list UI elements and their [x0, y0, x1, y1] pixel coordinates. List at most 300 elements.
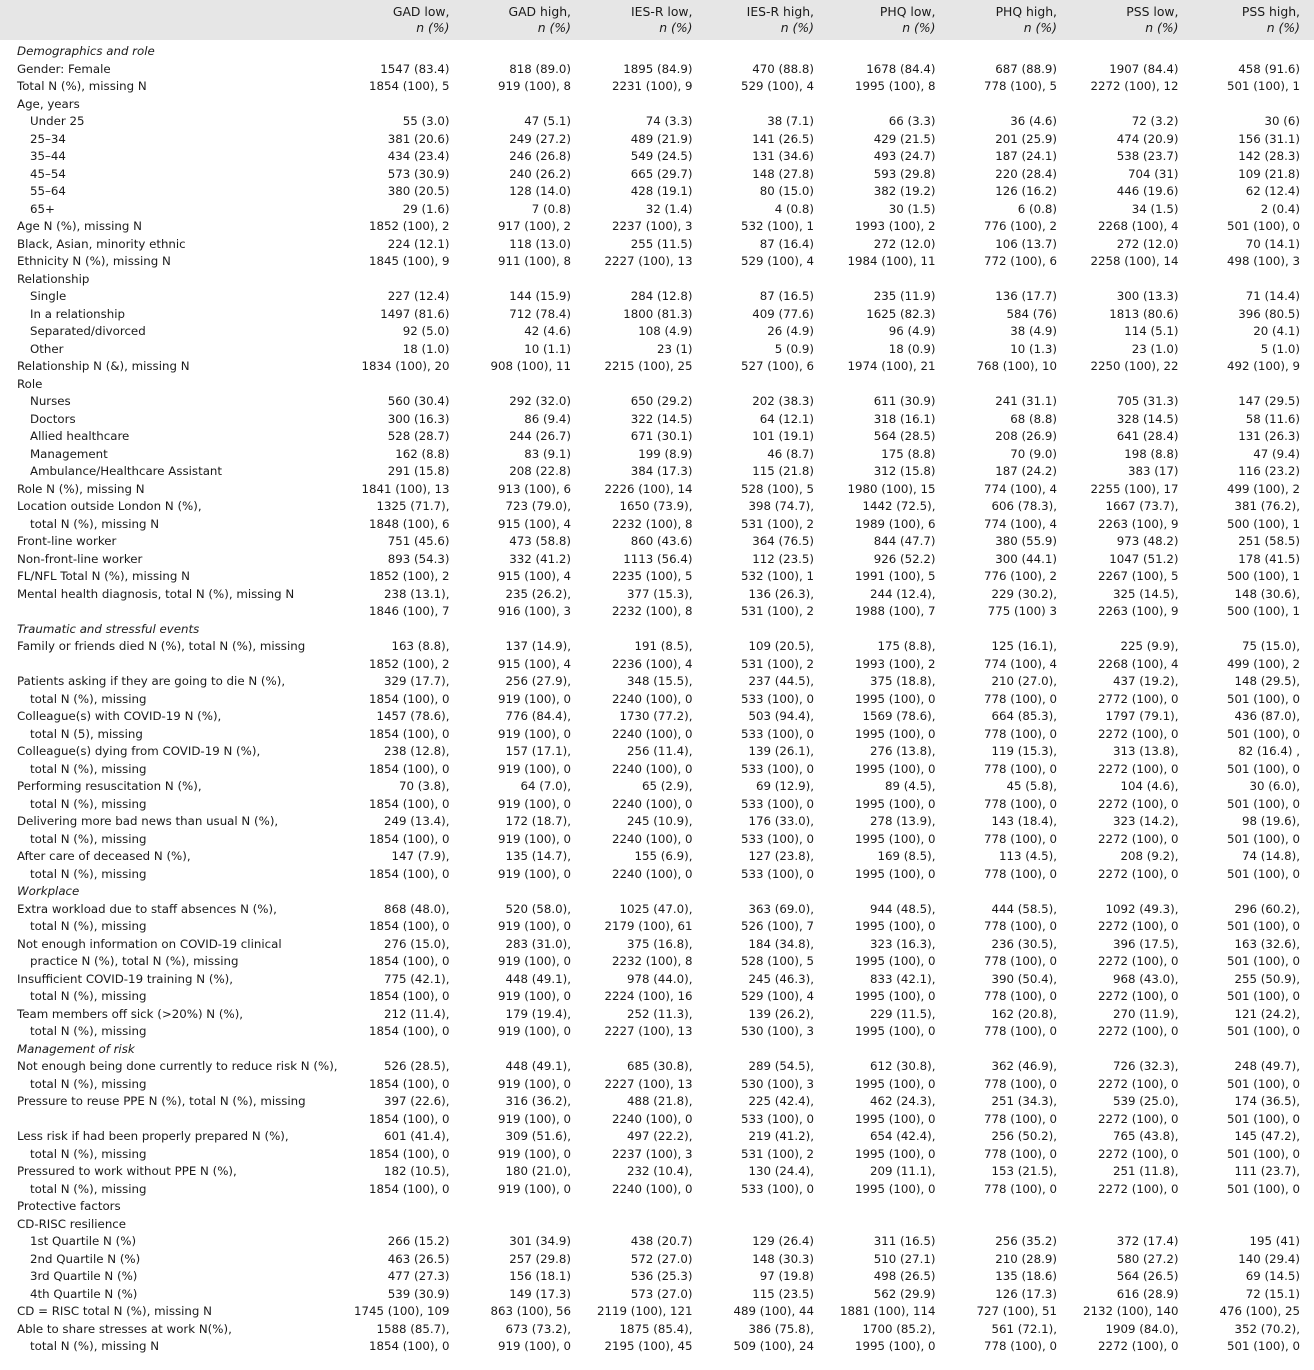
table-cell: 650 (29.2)	[630, 394, 693, 408]
table-cell	[1193, 96, 1314, 114]
table-cell: 69 (14.5)	[1245, 1269, 1300, 1283]
table-cell: 573 (27.0)	[630, 1286, 693, 1301]
table-cell: 509 (100), 24	[733, 1339, 814, 1353]
row-label: Colleague(s) dying from COVID-19 N (%),	[17, 744, 261, 758]
table-cell: 1991 (100), 5	[855, 569, 936, 583]
table-row	[0, 1111, 1314, 1129]
row-label: Patients asking if they are going to die N (%),	[17, 674, 286, 688]
table-row	[0, 446, 1314, 464]
column-unit: n (%)	[537, 20, 571, 35]
table-cell: 438 (20.7)	[630, 1234, 693, 1248]
table-cell: 129 (26.4)	[752, 1234, 814, 1248]
table-cell: 2226 (100), 14	[604, 481, 693, 496]
table-cell: 140 (29.4)	[1238, 1251, 1300, 1266]
table-cell	[828, 40, 950, 61]
table-cell: 2227 (100), 13	[604, 1076, 693, 1091]
table-row	[0, 936, 1314, 954]
table-cell: 1854 (100), 0	[369, 1339, 450, 1353]
table-cell: 778 (100), 0	[984, 831, 1057, 846]
table-cell: 125 (16.1),	[991, 639, 1057, 653]
table-cell	[585, 40, 707, 61]
table-cell: 919 (100), 0	[498, 831, 571, 846]
table-cell	[828, 271, 950, 289]
table-cell: 919 (100), 8	[498, 79, 571, 93]
table-cell: 162 (20.8),	[991, 1006, 1057, 1021]
table-cell: 163 (8.8),	[391, 639, 450, 653]
table-row	[0, 481, 1314, 499]
table-cell: 26 (4.9)	[767, 324, 814, 338]
table-cell	[950, 376, 1072, 394]
table-cell: 774 (100), 4	[984, 516, 1057, 531]
table-cell: 2232 (100), 8	[612, 604, 693, 618]
table-row	[0, 1338, 1314, 1359]
section-row	[0, 40, 1314, 61]
row-label: Nurses	[30, 394, 71, 408]
table-cell: 1995 (100), 0	[855, 1076, 936, 1091]
table-cell: 191 (8.5),	[634, 639, 693, 653]
table-cell: 526 (28.5),	[384, 1059, 450, 1073]
table-cell: 539 (30.9)	[387, 1286, 450, 1301]
row-label: Insufficient COVID-19 training N (%),	[17, 971, 234, 986]
table-cell: 2240 (100), 0	[612, 1181, 693, 1196]
table-cell: 296 (60.2),	[1234, 901, 1300, 916]
table-cell: 665 (29.7)	[630, 166, 693, 181]
column-label: PSS high,	[1241, 4, 1300, 19]
table-cell: 1700 (85.2),	[862, 1321, 936, 1336]
table-row	[0, 61, 1314, 79]
table-cell: 1667 (73.7),	[1105, 499, 1179, 513]
table-cell: 179 (19.4),	[505, 1006, 571, 1021]
table-cell	[342, 376, 464, 394]
table-cell: 176 (33.0),	[748, 814, 814, 828]
table-row	[0, 1268, 1314, 1286]
table-row	[0, 1128, 1314, 1146]
table-cell	[342, 1216, 464, 1234]
row-label: Age, years	[17, 96, 80, 111]
row-label: Not enough information on COVID-19 clinical	[17, 936, 282, 951]
table-cell: 316 (36.2),	[505, 1094, 571, 1108]
table-cell: 774 (100), 4	[984, 656, 1057, 671]
table-cell: 236 (30.5),	[991, 936, 1057, 951]
table-row	[0, 148, 1314, 166]
row-label: practice N (%), total N (%), missing	[30, 954, 239, 968]
row-label: 55–64	[30, 184, 66, 198]
table-row	[0, 901, 1314, 919]
table-cell: 2240 (100), 0	[612, 796, 693, 811]
table-cell: 101 (19.1)	[752, 429, 814, 443]
section-heading: Traumatic and stressful events	[17, 621, 200, 636]
table-cell: 1852 (100), 2	[369, 219, 450, 233]
table-cell: 292 (32.0)	[509, 394, 571, 408]
table-cell: 919 (100), 0	[498, 1181, 571, 1196]
table-cell: 916 (100), 3	[498, 604, 571, 618]
table-cell: 778 (100), 0	[984, 989, 1057, 1003]
row-label: Doctors	[30, 411, 76, 426]
table-cell: 70 (3.8),	[399, 779, 450, 793]
table-cell	[950, 271, 1072, 289]
table-cell: 69 (12.9),	[756, 779, 814, 793]
row-label: 1st Quartile N (%)	[30, 1234, 137, 1248]
table-cell: 908 (100), 11	[490, 359, 571, 373]
table-cell: 131 (26.3)	[1238, 429, 1300, 443]
table-cell: 510 (27.1)	[873, 1251, 936, 1266]
table-cell	[1071, 621, 1193, 639]
table-cell: 500 (100), 1	[1227, 516, 1300, 531]
table-cell: 529 (100), 4	[741, 254, 814, 268]
table-cell: 434 (23.4)	[387, 149, 450, 163]
table-cell: 641 (28.4)	[1116, 429, 1179, 443]
table-cell: 118 (13.0)	[509, 236, 571, 251]
table-row	[0, 1163, 1314, 1181]
table-cell: 235 (26.2),	[505, 586, 571, 601]
table-cell: 470 (88.8)	[752, 61, 814, 76]
table-cell	[1193, 1041, 1314, 1059]
header-phq-low	[828, 0, 950, 40]
table-row	[0, 341, 1314, 359]
table-cell: 20 (4.1)	[1253, 324, 1300, 338]
table-cell: 115 (23.5)	[752, 1286, 814, 1301]
section-heading: Management of risk	[17, 1041, 135, 1056]
table-cell: 1995 (100), 0	[855, 954, 936, 968]
table-cell: 863 (100), 56	[490, 1304, 571, 1318]
table-cell	[342, 96, 464, 114]
table-cell: 492 (100), 9	[1227, 359, 1300, 373]
header-phq-high	[950, 0, 1072, 40]
row-label: total N (%), missing	[30, 1146, 147, 1161]
table-cell: 182 (10.5),	[384, 1164, 450, 1178]
column-unit: n (%)	[1023, 20, 1057, 35]
table-cell: 113 (4.5),	[999, 849, 1057, 863]
table-cell: 448 (49.1),	[505, 1059, 571, 1073]
table-cell: 249 (13.4),	[384, 814, 450, 828]
table-cell	[828, 1198, 950, 1216]
table-cell: 768 (100), 10	[976, 359, 1057, 373]
table-cell: 1092 (49.3),	[1105, 901, 1179, 916]
table-cell: 220 (28.4)	[995, 166, 1057, 181]
table-cell: 528 (100), 5	[741, 954, 814, 968]
table-cell: 143 (18.4),	[991, 814, 1057, 828]
table-cell: 818 (89.0)	[509, 61, 571, 76]
table-cell: 462 (24.3),	[870, 1094, 936, 1108]
header-gad-high	[464, 0, 586, 40]
table-cell: 229 (30.2),	[991, 586, 1057, 601]
table-cell: 429 (21.5)	[873, 131, 936, 146]
table-cell: 34 (1.5)	[1131, 201, 1179, 216]
table-cell: 184 (34.8),	[748, 936, 814, 951]
table-cell: 10 (1.1)	[524, 341, 571, 356]
table-cell: 380 (20.5)	[387, 184, 450, 198]
table-cell: 86 (9.4)	[524, 411, 571, 426]
table-cell: 38 (4.9)	[1010, 324, 1057, 338]
table-cell: 778 (100), 0	[984, 1181, 1057, 1196]
table-cell: 1457 (78.6),	[376, 709, 450, 723]
table-cell: 70 (9.0)	[1010, 446, 1057, 461]
table-cell: 1047 (51.2)	[1109, 551, 1179, 566]
table-cell: 528 (100), 5	[741, 481, 814, 496]
table-cell: 529 (100), 4	[741, 989, 814, 1003]
table-cell: 775 (42.1),	[384, 971, 450, 986]
table-cell: 533 (100), 0	[741, 1111, 814, 1126]
table-cell	[1071, 1041, 1193, 1059]
table-cell: 312 (15.8)	[873, 464, 936, 478]
table-cell: 32 (1.4)	[645, 201, 693, 216]
table-cell: 313 (13.8),	[1113, 744, 1179, 758]
table-row	[0, 1216, 1314, 1234]
table-cell: 533 (100), 0	[741, 761, 814, 776]
table-cell: 2272 (100), 0	[1098, 1024, 1179, 1038]
row-label: Allied healthcare	[30, 429, 130, 443]
row-label: Management	[30, 446, 108, 461]
table-cell: 919 (100), 0	[498, 919, 571, 933]
table-cell: 562 (29.9)	[873, 1286, 936, 1301]
table-cell: 775 (100) 3	[987, 604, 1057, 618]
table-cell: 1881 (100), 114	[839, 1304, 936, 1318]
table-cell: 501 (100), 0	[1227, 954, 1300, 968]
table-cell: 500 (100), 1	[1227, 604, 1300, 618]
table-cell: 300 (13.3)	[1116, 289, 1179, 303]
table-cell: 1995 (100), 0	[855, 1024, 936, 1038]
table-cell: 919 (100), 0	[498, 691, 571, 706]
table-cell: 448 (49.1),	[505, 971, 571, 986]
row-label: total N (%), missing N	[30, 1339, 160, 1353]
table-cell	[464, 376, 586, 394]
table-cell: 219 (41.2),	[748, 1129, 814, 1143]
table-cell: 727 (100), 51	[976, 1304, 1057, 1318]
table-cell: 199 (8.9)	[638, 446, 693, 461]
table-cell: 284 (12.8)	[630, 289, 693, 303]
table-cell: 437 (19.2),	[1113, 674, 1179, 688]
table-cell: 489 (100), 44	[733, 1304, 814, 1318]
table-cell: 96 (4.9)	[888, 324, 936, 338]
table-row	[0, 691, 1314, 709]
table-row	[0, 761, 1314, 779]
table-cell: 774 (100), 4	[984, 481, 1057, 496]
table-cell: 778 (100), 0	[984, 1111, 1057, 1126]
row-label: In a relationship	[30, 306, 126, 321]
table-cell: 149 (17.3)	[509, 1286, 571, 1301]
table-cell: 322 (14.5)	[630, 411, 693, 426]
table-cell: 2237 (100), 3	[612, 219, 693, 233]
table-cell: 382 (19.2)	[873, 184, 936, 198]
table-cell: 1854 (100), 0	[369, 1076, 450, 1091]
table-cell: 778 (100), 0	[984, 691, 1057, 706]
table-cell: 685 (30.8),	[627, 1059, 693, 1073]
table-cell: 2224 (100), 16	[604, 989, 693, 1003]
table-cell	[707, 376, 829, 394]
table-cell: 2272 (100), 0	[1098, 726, 1179, 741]
table-cell: 256 (27.9),	[505, 674, 571, 688]
table-cell: 131 (34.6)	[752, 149, 814, 163]
row-label: total N (%), missing	[30, 989, 147, 1003]
table-cell: 616 (28.9)	[1116, 1286, 1179, 1301]
table-row	[0, 323, 1314, 341]
table-cell: 109 (20.5),	[748, 639, 814, 653]
table-cell: 1875 (85.4),	[619, 1321, 693, 1336]
table-cell: 919 (100), 0	[498, 1146, 571, 1161]
table-row	[0, 1093, 1314, 1111]
table-cell: 2267 (100), 5	[1098, 569, 1179, 583]
table-cell: 384 (17.3)	[630, 464, 693, 478]
table-cell: 528 (28.7)	[387, 429, 450, 443]
column-label: PHQ high,	[995, 4, 1057, 19]
table-cell: 911 (100), 8	[498, 254, 571, 268]
column-label: IES-R low,	[631, 4, 693, 19]
row-label: total N (%), missing	[30, 1076, 147, 1091]
table-cell: 363 (69.0),	[748, 901, 814, 916]
table-cell: 533 (100), 0	[741, 796, 814, 811]
table-cell: 726 (32.3),	[1113, 1059, 1179, 1073]
table-cell: 919 (100), 0	[498, 1111, 571, 1126]
table-cell: 2227 (100), 13	[604, 254, 693, 268]
table-cell: 109 (21.8)	[1238, 166, 1300, 181]
table-row	[0, 498, 1314, 516]
table-cell: 238 (12.8),	[384, 744, 450, 758]
table-cell: 919 (100), 0	[498, 1024, 571, 1038]
table-cell: 148 (27.8)	[752, 166, 814, 181]
table-cell: 915 (100), 4	[498, 656, 571, 671]
table-cell: 409 (77.6)	[752, 306, 814, 321]
table-cell: 172 (18.7),	[505, 814, 571, 828]
table-cell	[585, 1198, 707, 1216]
table-cell: 474 (20.9)	[1116, 131, 1179, 146]
table-cell	[707, 1198, 829, 1216]
table-cell: 106 (13.7)	[995, 236, 1057, 251]
header-row	[0, 0, 1314, 40]
table-cell: 2272 (100), 0	[1098, 1181, 1179, 1196]
table-cell: 208 (26.9)	[995, 429, 1057, 443]
table-cell: 1797 (79.1),	[1105, 709, 1179, 723]
table-row	[0, 1198, 1314, 1216]
table-cell: 501 (100), 0	[1227, 1339, 1300, 1353]
table-cell: 2236 (100), 4	[612, 656, 693, 671]
table-cell: 62 (12.4)	[1245, 184, 1300, 198]
table-cell	[464, 271, 586, 289]
table-cell: 68 (8.8)	[1010, 411, 1057, 426]
row-label: 3rd Quartile N (%)	[30, 1269, 138, 1283]
table-cell: 1813 (80.6)	[1109, 306, 1179, 321]
table-cell: 55 (3.0)	[402, 114, 450, 128]
header-iesr-high	[707, 0, 829, 40]
table-row	[0, 96, 1314, 114]
section-row	[0, 883, 1314, 901]
table-row	[0, 201, 1314, 219]
table-cell: 778 (100), 0	[984, 1024, 1057, 1038]
table-row	[0, 113, 1314, 131]
table-cell: 564 (28.5)	[873, 429, 936, 443]
table-cell: 108 (4.9)	[638, 324, 693, 338]
table-cell: 2240 (100), 0	[612, 726, 693, 741]
row-label: FL/NFL Total N (%), missing N	[17, 569, 190, 583]
table-row	[0, 78, 1314, 96]
table-cell: 501 (100), 0	[1227, 919, 1300, 933]
table-cell: 673 (73.2),	[505, 1321, 571, 1336]
table-row	[0, 183, 1314, 201]
table-cell: 1995 (100), 0	[855, 989, 936, 1003]
table-row	[0, 358, 1314, 376]
table-cell: 383 (17)	[1128, 464, 1179, 478]
table-row	[0, 778, 1314, 796]
table-row	[0, 1321, 1314, 1339]
table-cell	[1071, 271, 1193, 289]
table-cell: 531 (100), 2	[741, 656, 814, 671]
table-cell	[707, 1041, 829, 1059]
row-label: 25–34	[30, 131, 66, 146]
row-label: CD = RISC total N (%), missing N	[17, 1304, 212, 1318]
table-cell	[464, 1198, 586, 1216]
table-cell: 272 (12.0)	[1116, 236, 1179, 251]
table-cell: 723 (79.0),	[505, 499, 571, 513]
row-label: Protective factors	[17, 1199, 121, 1213]
table-cell: 66 (3.3)	[888, 114, 936, 128]
table-cell: 115 (21.8)	[752, 464, 814, 478]
table-cell: 332 (41.2)	[509, 551, 571, 566]
table-cell: 751 (45.6)	[387, 534, 450, 548]
table-cell: 301 (34.9)	[509, 1234, 571, 1248]
row-label: total N (%), missing	[30, 919, 147, 933]
table-cell: 278 (13.9),	[870, 814, 936, 828]
table-cell: 501 (100), 0	[1227, 761, 1300, 776]
table-cell: 2231 (100), 9	[612, 79, 693, 93]
table-cell: 225 (42.4),	[748, 1094, 814, 1108]
table-cell	[464, 40, 586, 61]
table-cell: 1730 (77.2),	[619, 709, 693, 723]
table-cell	[585, 96, 707, 114]
table-cell: 87 (16.4)	[759, 236, 814, 251]
table-cell: 187 (24.1)	[995, 149, 1057, 163]
table-cell: 266 (15.2)	[387, 1234, 450, 1248]
table-cell: 778 (100), 0	[984, 1076, 1057, 1091]
table-cell: 973 (48.2)	[1116, 534, 1179, 548]
table-cell: 1895 (84.9)	[623, 61, 693, 76]
table-cell: 309 (51.6),	[505, 1129, 571, 1143]
table-cell: 244 (26.7)	[509, 429, 571, 443]
row-label: total N (%), missing	[30, 1181, 147, 1196]
row-label: Age N (%), missing N	[17, 219, 142, 233]
table-cell: 2119 (100), 121	[596, 1304, 693, 1318]
table-cell: 893 (54.3)	[387, 551, 450, 566]
table-cell: 1025 (47.0),	[619, 901, 693, 916]
table-cell: 2272 (100), 0	[1098, 919, 1179, 933]
table-cell	[464, 1041, 586, 1059]
row-label: Single	[30, 289, 67, 303]
table-cell: 210 (28.9)	[995, 1251, 1057, 1266]
table-cell: 1800 (81.3)	[623, 306, 693, 321]
table-cell: 348 (15.5),	[627, 674, 693, 688]
row-label	[0, 656, 342, 674]
table-cell	[950, 621, 1072, 639]
table-cell: 198 (8.8)	[1124, 446, 1179, 461]
table-cell: 238 (13.1),	[384, 586, 450, 601]
column-label: IES-R high,	[746, 4, 814, 19]
table-cell: 532 (100), 1	[741, 219, 814, 233]
table-cell: 501 (100), 0	[1227, 219, 1300, 233]
table-cell: 497 (22.2),	[627, 1129, 693, 1143]
table-cell: 128 (14.0)	[509, 184, 571, 198]
table-cell: 147 (7.9),	[391, 849, 450, 863]
table-cell	[1193, 1216, 1314, 1234]
table-cell: 75 (15.0),	[1242, 639, 1300, 653]
table-cell: 2232 (100), 8	[612, 954, 693, 968]
table-body	[0, 40, 1314, 1359]
table-cell	[707, 883, 829, 901]
table-row	[0, 253, 1314, 271]
table-cell: 531 (100), 2	[741, 516, 814, 531]
table-cell: 580 (27.2)	[1116, 1251, 1179, 1266]
row-label: After care of deceased N (%),	[17, 849, 191, 863]
row-label: Delivering more bad news than usual N (%),	[17, 814, 279, 828]
table-cell: 82 (16.4) ,	[1238, 744, 1300, 758]
table-cell: 2 (0.4)	[1260, 201, 1300, 216]
